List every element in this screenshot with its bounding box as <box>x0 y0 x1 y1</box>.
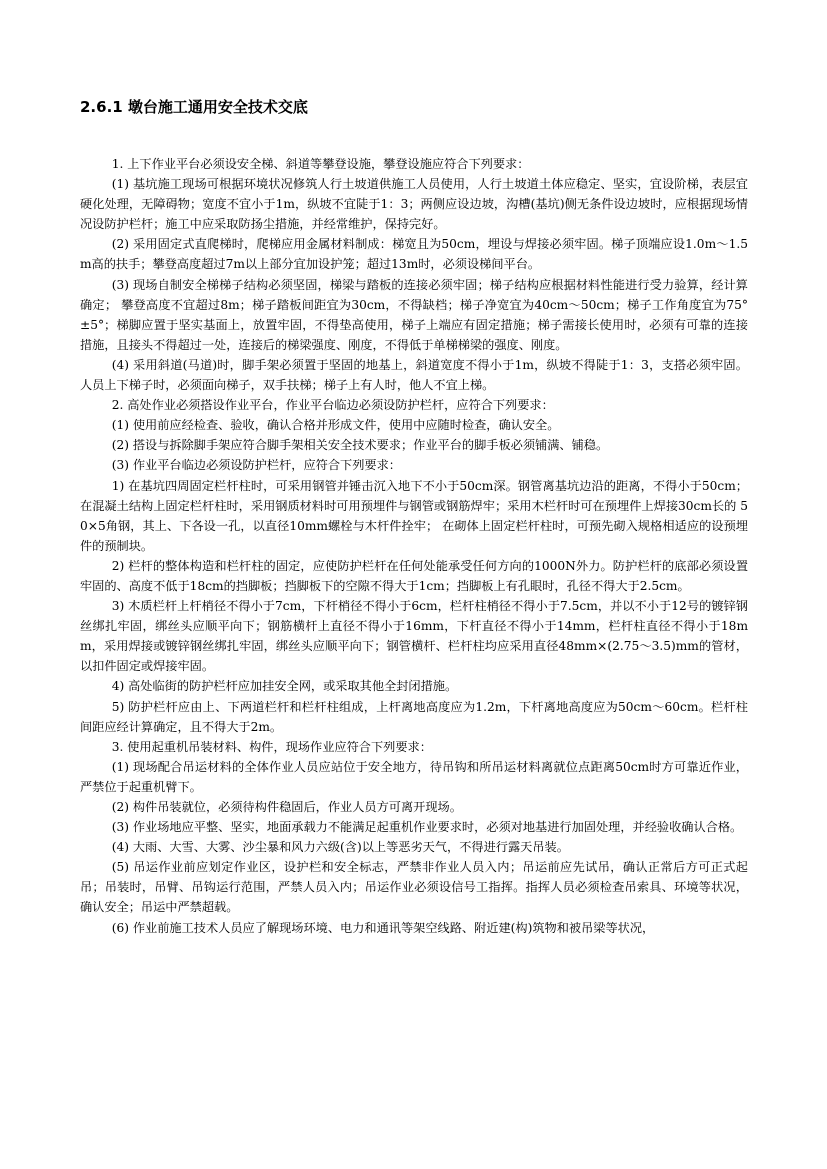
paragraph: (4) 采用斜道(马道)时，脚手架必须置于坚固的地基上，斜道宽度不得小于1m，纵坡不得陡于1：3，支搭必须牢固。人员上下梯子时，必须面向梯子，双手扶梯；梯子上有人时，他人不宜上梯。 <box>80 357 748 393</box>
paragraph: (2) 采用固定式直爬梯时，爬梯应用金属材料制成：梯宽且为50cm，埋设与焊接必须牢固。梯子顶端应设1.0m～1.5m高的扶手；攀登高度超过7m以上部分宜加设护笼；超过13m时，必须设梯间平台。 <box>80 237 748 272</box>
paragraph: 3) 木质栏杆上杆梢径不得小于7cm，下杆梢径不得小于6cm，栏杆柱梢径不得小于7.5cm，并以不小于12号的镀锌钢丝绑扎牢固，绑丝头应顺平向下；钢筋横杆上直径不得小于16mm，下杆直径不得小于14mm，栏杆柱直径不得小于18mm，采用焊接或镀锌钢丝绑扎牢固，绑丝头应顺平向下；钢管横杆、栏杆柱均应采用直径48mm×(2.75～3.5)mm的管材，以扣件固定或焊接牢固。 <box>80 599 748 674</box>
paragraph: (1) 基坑施工现场可根据环境状况修筑人行土坡道供施工人员使用，人行土坡道土体应稳定、坚实，宜设阶梯，表层宜硬化处理，无障碍物；宽度不宜小于1m，纵坡不宜陡于1：3；两侧应设边坡，沟槽(基坑)侧无条件设边坡时，应根据现场情况设防护栏杆；施工中应采取防扬尘措施，并经常维护，保持完好。 <box>80 177 748 232</box>
paragraph: 4) 高处临街的防护栏杆应加挂安全网，或采取其他全封闭措施。 <box>111 679 458 694</box>
paragraph: (1) 使用前应经检查、验收，确认合格并形成文件，使用中应随时检查，确认安全。 <box>111 418 560 433</box>
paragraph: 1) 在基坑四周固定栏杆柱时，可采用钢管并锤击沉入地下不小于50cm深。钢管离基坑边沿的距离，不得小于50cm；在混凝土结构上固定栏杆柱时，采用钢质材料时可用预埋件与钢管或钢筋焊牢；采用木栏杆时可在预埋件上焊接30cm长的 50×5角钢，其上、下各设一孔，以直径10mm螺栓与木杆件拴牢； 在砌体上固定栏杆柱时，可预先砌入规格相适应的设预埋件的预制块。 <box>80 478 748 553</box>
paragraph: (3) 现场自制安全梯梯子结构必须坚固，梯梁与踏板的连接必须牢固；梯子结构应根据材料性能进行受力验算，经计算确定； 攀登高度不宜超过8m；梯子踏板间距宜为30cm，不得缺档；梯子净宽宜为40cm～50cm；梯子工作角度宜为75°±5°；梯脚应置于坚实基面上，放置牢固，不得垫高使用，梯子上端应有固定措施；梯子需接长使用时，必须有可靠的连接措施，且接头不得超过一处，连接后的梯梁强度、刚度，不得低于单梯梯梁的强度、刚度。 <box>80 277 748 352</box>
paragraph: (3) 作业场地应平整、坚实，地面承载力不能满足起重机作业要求时，必须对地基进行加固处理，并经验收确认合格。 <box>111 820 743 835</box>
section-heading: 2.6.1 墩台施工通用安全技术交底 <box>80 98 308 116</box>
paragraph: (2) 搭设与拆除脚手架应符合脚手架相关安全技术要求；作业平台的脚手板必须铺满、铺稳。 <box>111 438 609 453</box>
paragraph: 2) 栏杆的整体构造和栏杆柱的固定，应使防护栏杆在任何处能承受任何方向的1000N外力。防护栏杆的底部必须设置牢固的、高度不低于18cm的挡脚板；挡脚板下的空隙不得大于1cm；挡脚板上有孔眼时，孔径不得大于2.5cm。 <box>80 558 748 593</box>
paragraph: 3. 使用起重机吊装材料、构件，现场作业应符合下列要求： <box>111 739 432 754</box>
paragraph: 2. 高处作业必须搭设作业平台，作业平台临边必须设防护栏杆，应符合下列要求： <box>111 398 554 413</box>
paragraph: (5) 吊运作业前应划定作业区，设护栏和安全标志，严禁非作业人员入内；吊运前应先试吊，确认正常后方可正式起吊；吊装时，吊臂、吊钩运行范围，严禁人员入内；吊运作业必须设信号工指挥。指挥人员必须检查吊索具、环境等状况，确认安全；吊运中严禁超载。 <box>80 860 748 915</box>
document-body <box>80 154 748 938</box>
paragraph: (4) 大雨、大雪、大雾、沙尘暴和风力六级(含)以上等恶劣天气，不得进行露天吊装。 <box>111 840 569 855</box>
paragraph: 5) 防护栏杆应由上、下两道栏杆和栏杆柱组成，上杆离地高度应为1.2m，下杆离地高度应为50cm～60cm。栏杆柱间距应经计算确定，且不得大于2m。 <box>80 699 748 734</box>
paragraph: (2) 构件吊装就位，必须待构件稳固后，作业人员方可离开现场。 <box>111 800 462 814</box>
paragraph: (1) 现场配合吊运材料的全体作业人员应站位于安全地方，待吊钩和所吊运材料离就位点距离50cm时方可靠近作业，严禁位于起重机臂下。 <box>80 759 748 794</box>
paragraph: 1. 上下作业平台必须设安全梯、斜道等攀登设施，攀登设施应符合下列要求： <box>111 157 530 171</box>
paragraph: (3) 作业平台临边必须设防护栏杆，应符合下列要求： <box>111 458 401 473</box>
paragraph: (6) 作业前施工技术人员应了解现场环境、电力和通讯等架空线路、附近建(构)筑物和被吊梁等状况， <box>111 920 655 935</box>
